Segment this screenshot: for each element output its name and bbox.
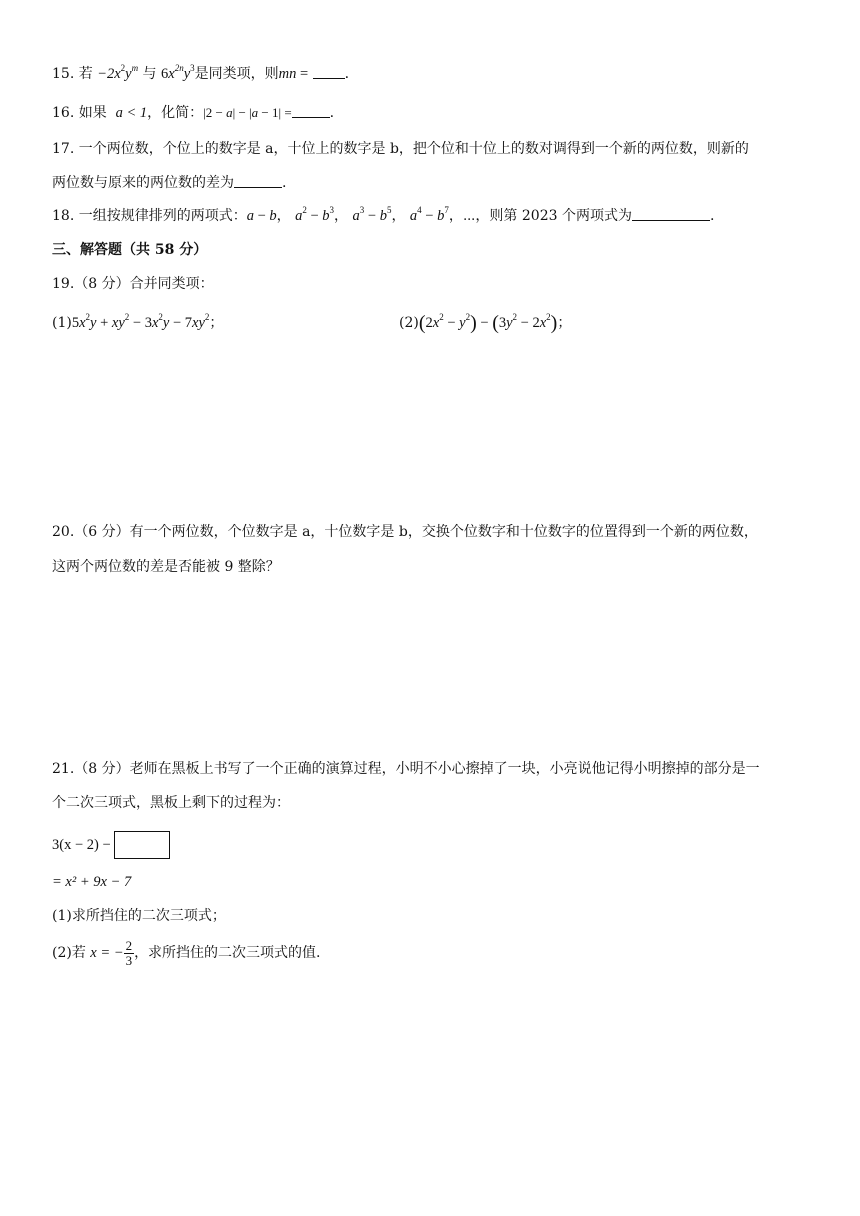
question-20-line-2: 这两个两位数的差是否能被 9 整除？ bbox=[52, 559, 280, 575]
question-text: 与 bbox=[142, 66, 157, 82]
question-text: 若 bbox=[78, 66, 93, 82]
question-15 bbox=[52, 64, 349, 84]
question-21-line-2: 个二次三项式，黑板上剩下的过程为： bbox=[52, 795, 290, 811]
period: . bbox=[282, 175, 287, 191]
question-17-line-2 bbox=[52, 173, 286, 193]
question-20-line-1: 20.（6 分）有一个两位数，个位数字是 a，十位数字是 b，交换个位数字和十位数字的位置得到一个新的两位数， bbox=[52, 524, 758, 540]
math-expression: 3(x − 2) − bbox=[52, 837, 111, 853]
part-label: (1) bbox=[52, 315, 72, 331]
math-term: $a^4 - b^7$ bbox=[409, 205, 449, 224]
period: . bbox=[709, 208, 715, 224]
question-number: 15. bbox=[52, 66, 75, 82]
part-label: (2) bbox=[399, 315, 419, 331]
math-term: a − b bbox=[246, 208, 277, 224]
question-19-part-2: $(2)(2x^2 - y^2) - (3y^2 - 2x^2)$； bbox=[399, 312, 572, 334]
period: . bbox=[344, 66, 350, 82]
period: . bbox=[329, 105, 335, 121]
question-text: 一组按规律排列的两项式： bbox=[78, 208, 247, 224]
answer-blank[interactable] bbox=[292, 103, 330, 118]
answer-blank[interactable] bbox=[632, 206, 710, 221]
question-21-part-1: (1)求所挡住的二次三项式； bbox=[52, 908, 226, 924]
question-text: 两位数与原来的两位数的差为 bbox=[52, 175, 234, 191]
board-result: = x² + 9x − 7 bbox=[52, 874, 132, 890]
section-heading: 三、解答题（共 58 分） bbox=[52, 242, 208, 258]
math-term: $a^2 - b^3$ bbox=[295, 205, 335, 224]
question-text: ，求所挡住的二次三项式的值. bbox=[134, 945, 321, 961]
question-19-title: 19.（8 分）合并同类项： bbox=[52, 276, 214, 292]
question-text: 是同类项，则 bbox=[194, 66, 279, 82]
math-term: $a^3 - b^5$ bbox=[352, 205, 392, 224]
question-text: ，化简： bbox=[147, 105, 204, 121]
answer-blank[interactable] bbox=[313, 64, 345, 79]
part-label: (2)若 bbox=[52, 945, 86, 961]
board-expression bbox=[52, 831, 170, 859]
math-term: $6x^{2n}y^3$ bbox=[161, 63, 195, 82]
fraction-numerator: 2 bbox=[125, 937, 133, 953]
math-term: mn = bbox=[278, 66, 309, 82]
question-18: 18. 一组按规律排列的两项式：a − b， $a^2 - b^3$， $a^3 - b^5$， $a^4 - b^7$，⋯，则第 2023 个两项式为 . bbox=[52, 205, 715, 224]
answer-blank[interactable] bbox=[234, 173, 282, 188]
fraction-denominator: 3 bbox=[125, 952, 133, 968]
math-condition: a < 1 bbox=[115, 105, 148, 121]
question-16 bbox=[52, 103, 334, 123]
fraction bbox=[124, 939, 135, 968]
question-number: 18. bbox=[52, 208, 75, 224]
math-expression: $(2x^2 - y^2) - (3y^2 - 2x^2)$ bbox=[418, 312, 558, 334]
question-text: ⋯，则第 2023 个两项式为 bbox=[462, 208, 632, 224]
math-expression: |2 − a| − |a − 1| = bbox=[203, 105, 292, 120]
question-19-part-1: $(1)5x^2y + xy^2 - 3x^2y - 7xy^2$； bbox=[52, 312, 224, 331]
question-text: 如果 bbox=[78, 105, 107, 121]
math-term: $-2x^2y^m$ bbox=[97, 63, 139, 82]
question-17-line-1: 17. 一个两位数，个位上的数字是 a，十位上的数字是 b，把个位和十位上的数对调得到一个新的两位数，则新的 bbox=[52, 141, 749, 157]
question-number: 16. bbox=[52, 105, 75, 121]
question-21-line-1: 21.（8 分）老师在黑板上书写了一个正确的演算过程，小明不小心擦掉了一块，小亮说他记得小明擦掉的部分是一 bbox=[52, 761, 760, 777]
math-expression: $5x^2y + xy^2 - 3x^2y - 7xy^2$ bbox=[71, 312, 210, 331]
question-21-part-2 bbox=[52, 936, 321, 970]
erased-box bbox=[114, 831, 170, 859]
math-variable: x = − bbox=[90, 945, 124, 961]
